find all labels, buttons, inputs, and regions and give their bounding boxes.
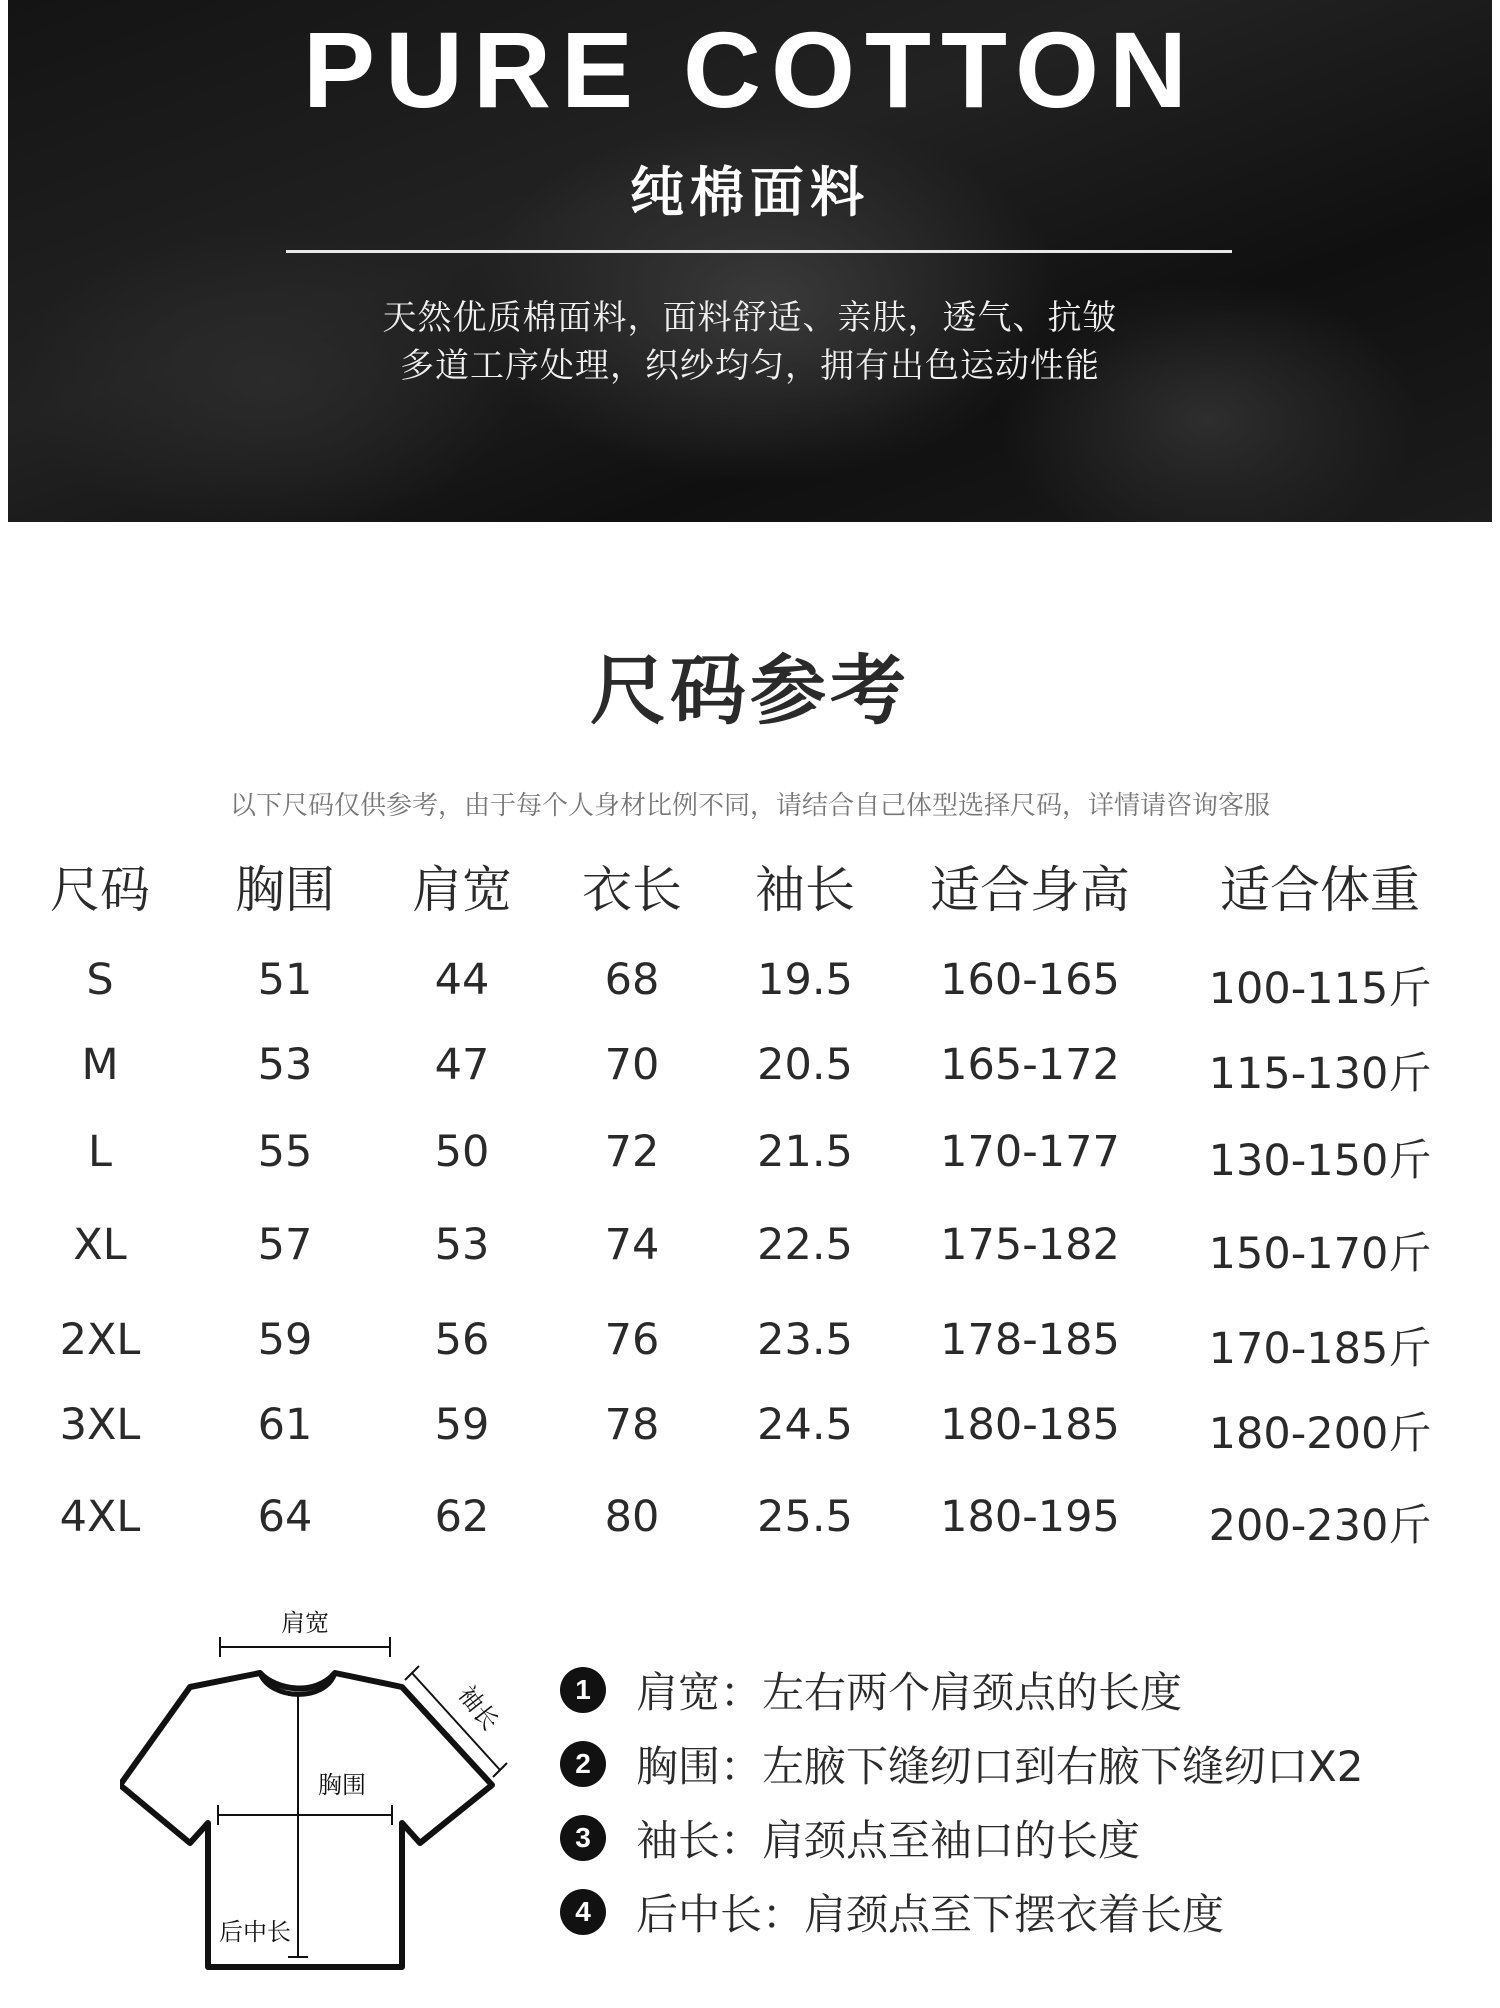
table-cell: 19.5 [757,955,853,1005]
table-cell: 22.5 [757,1220,853,1270]
table-cell: 51 [257,955,313,1005]
table-cell: L [88,1127,112,1177]
table-cell: 175-182 [940,1220,1120,1270]
table-cell: 72 [604,1127,660,1177]
table-header: 尺码 [50,861,150,919]
table-cell: 24.5 [757,1400,853,1450]
legend-number-badge: 2 [560,1741,606,1787]
legend-text: 袖长：肩颈点至袖口的长度 [636,1816,1141,1865]
size-chart-title: 尺码参考 [590,646,910,735]
table-cell: 25.5 [757,1492,853,1542]
table-cell: 59 [257,1315,313,1365]
banner-description-line-2: 多道工序处理，织纱均匀，拥有出色运动性能 [400,346,1100,386]
table-cell: 56 [434,1315,490,1365]
table-cell: 59 [434,1400,490,1450]
table-cell: 170-177 [940,1127,1120,1177]
size-chart-note: 以下尺码仅供参考，由于每个人身材比例不同，请结合自己体型选择尺码，详情请咨询客服 [229,791,1270,821]
legend-text: 后中长：肩颈点至下摆衣着长度 [636,1890,1225,1939]
table-cell: 78 [604,1400,660,1450]
table-cell: 47 [434,1040,490,1090]
table-cell: 44 [434,955,490,1005]
table-cell: 53 [257,1040,313,1090]
table-cell: 70 [604,1040,660,1090]
table-header: 衣长 [582,861,682,919]
banner-divider [286,250,1232,253]
table-cell: 2XL [59,1315,141,1365]
table-cell: 21.5 [757,1127,853,1177]
table-cell: 20.5 [757,1040,853,1090]
banner-subtitle: 纯棉面料 [630,161,870,224]
table-cell: XL [73,1220,127,1270]
table-cell: 180-195 [940,1492,1120,1542]
table-header: 袖长 [755,861,855,919]
banner-description-line-1: 天然优质棉面料，面料舒适、亲肤，透气、抗皱 [382,298,1118,338]
table-cell: 165-172 [940,1040,1120,1090]
tshirt-diagram-svg [120,1595,520,1975]
table-cell: 68 [604,955,660,1005]
table-cell: 150-170斤 [1208,1229,1432,1279]
table-cell: 180-185 [940,1400,1120,1450]
table-cell: 23.5 [757,1315,853,1365]
tshirt-outline [120,1673,492,1967]
diagram-length-label: 后中长 [219,1918,291,1946]
legend-text: 肩宽：左右两个肩颈点的长度 [636,1668,1183,1717]
diagram-shoulder-label: 肩宽 [281,1609,329,1637]
table-cell: 74 [604,1220,660,1270]
tshirt-measurement-diagram [120,1595,520,1975]
table-header: 胸围 [235,861,335,919]
table-cell: 57 [257,1220,313,1270]
table-cell: 76 [604,1315,660,1365]
table-cell: 100-115斤 [1208,964,1432,1014]
table-cell: 115-130斤 [1208,1049,1432,1099]
table-cell: 178-185 [940,1315,1120,1365]
diagram-sleeve-label: 袖长 [452,1680,505,1736]
table-cell: S [86,955,114,1005]
banner-title: PURE COTTON [302,9,1198,130]
table-cell: 180-200斤 [1208,1409,1432,1459]
legend-text: 胸围：左腋下缝纫口到右腋下缝纫口X2 [636,1742,1364,1791]
table-cell: 61 [257,1400,313,1450]
legend-number-badge: 3 [560,1815,606,1861]
table-cell: 50 [434,1127,490,1177]
legend-item [560,1882,1224,1942]
table-cell: 62 [434,1492,490,1542]
table-header: 肩宽 [412,861,512,919]
table-cell: 64 [257,1492,313,1542]
table-cell: 130-150斤 [1208,1136,1432,1186]
legend-item [560,1660,1182,1720]
fabric-banner [8,0,1492,522]
table-header: 适合身高 [930,861,1130,919]
legend-item [560,1734,1364,1794]
table-cell: 200-230斤 [1208,1501,1432,1551]
table-cell: 3XL [59,1400,141,1450]
table-cell: 80 [604,1492,660,1542]
legend-item [560,1808,1140,1868]
diagram-chest-label: 胸围 [318,1771,366,1799]
table-header: 适合体重 [1220,861,1420,919]
table-cell: 55 [257,1127,313,1177]
table-cell: 170-185斤 [1208,1324,1432,1374]
legend-number-badge: 4 [560,1889,606,1935]
legend-number-badge: 1 [560,1667,606,1713]
table-cell: 4XL [59,1492,141,1542]
table-cell: 160-165 [940,955,1120,1005]
table-cell: 53 [434,1220,490,1270]
table-cell: M [81,1040,119,1090]
